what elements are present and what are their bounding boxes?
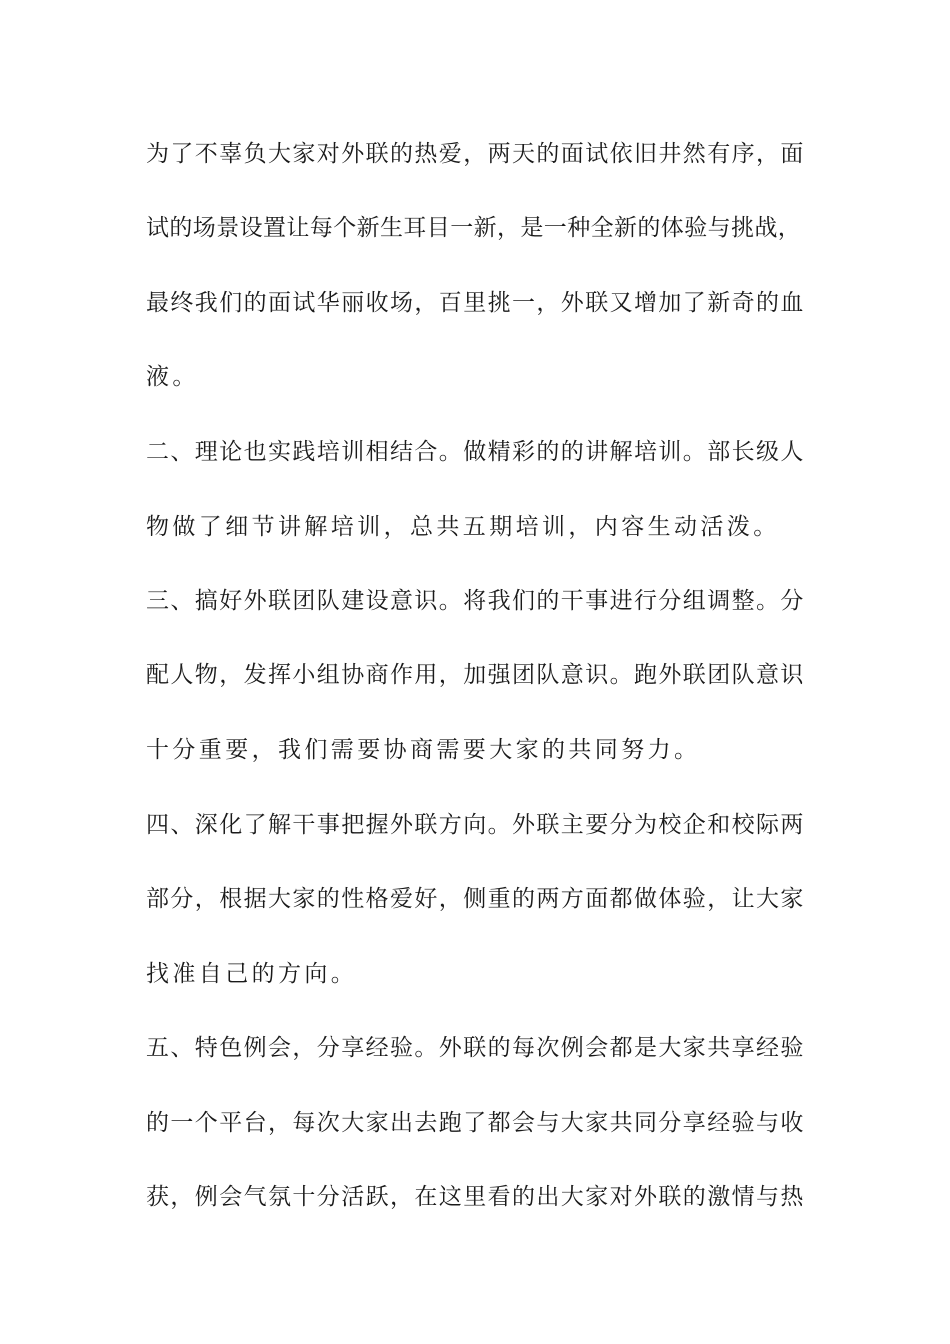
text-line: 找准自己的方向。	[146, 961, 358, 987]
text-line: 配人物，发挥小组协商作用，加强团队意识。跑外联团队意识	[146, 662, 805, 688]
text-line: 为了不辜负大家对外联的热爱，两天的面试依旧井然有序，面	[146, 141, 805, 167]
text-line: 四、深化了解干事把握外联方向。外联主要分为校企和校际两	[146, 812, 805, 838]
text-line: 物做了细节讲解培训，总共五期培训，内容生动活泼。	[146, 514, 780, 540]
text-line: 液。	[146, 364, 199, 390]
text-line: 十分重要，我们需要协商需要大家的共同努力。	[146, 737, 701, 763]
text-line: 的一个平台，每次大家出去跑了都会与大家共同分享经验与收	[146, 1110, 805, 1136]
text-line: 部分，根据大家的性格爱好，侧重的两方面都做体验，让大家	[146, 886, 805, 912]
text-line: 获，例会气氛十分活跃，在这里看的出大家对外联的激情与热	[146, 1184, 805, 1210]
text-line: 二、理论也实践培训相结合。做精彩的的讲解培训。部长级人	[146, 439, 805, 465]
text-line: 五、特色例会，分享经验。外联的每次例会都是大家共享经验	[146, 1035, 805, 1061]
text-line: 最终我们的面试华丽收场，百里挑一，外联又增加了新奇的血	[146, 290, 805, 316]
text-line: 试的场景设置让每个新生耳目一新，是一种全新的体验与挑战，	[146, 215, 802, 241]
text-line: 三、搞好外联团队建设意识。将我们的干事进行分组调整。分	[146, 588, 805, 614]
